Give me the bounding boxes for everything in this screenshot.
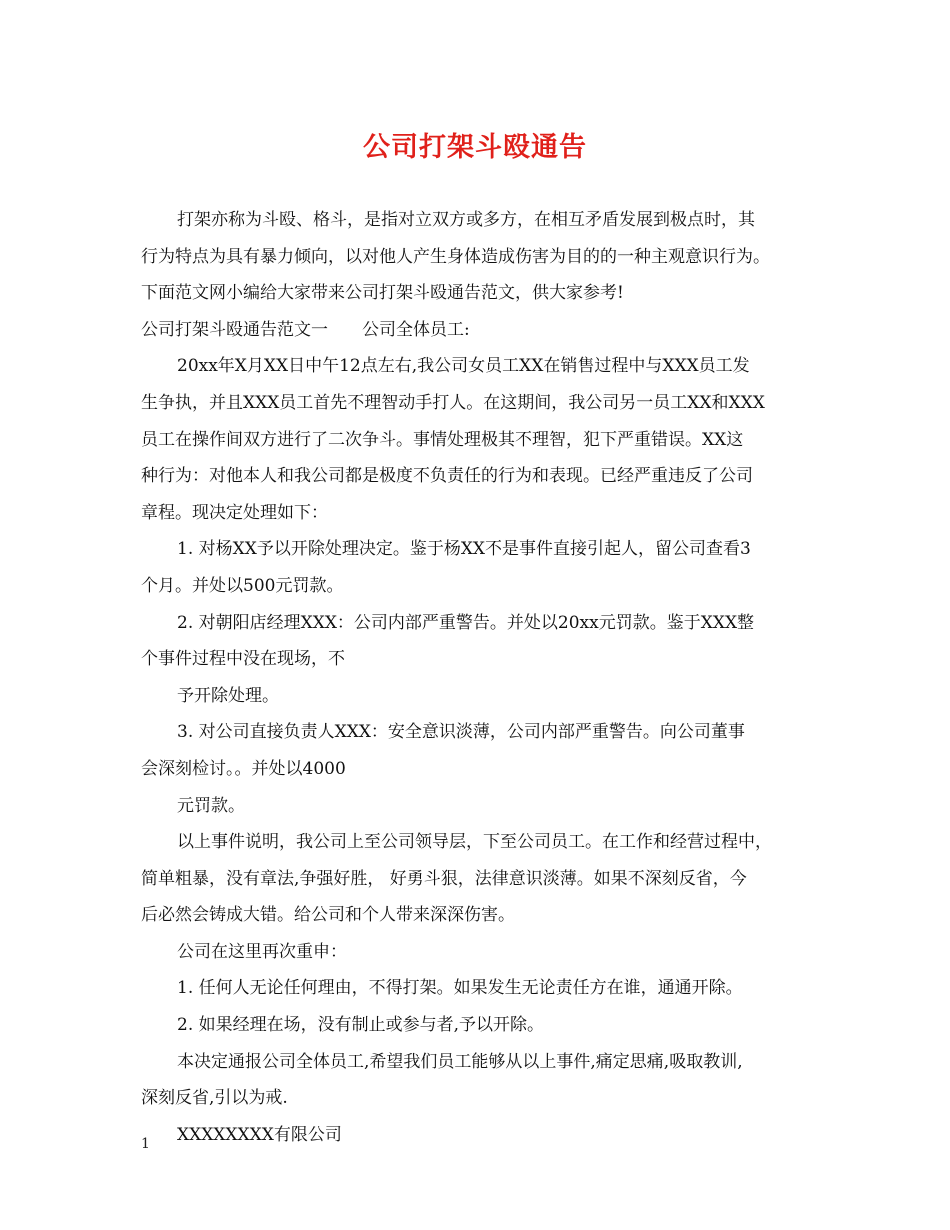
- text-line: 个事件过程中没在现场，不: [141, 649, 345, 670]
- text-line: 以上事件说明，我公司上至公司领导层，下至公司员工。在工作和经营过程中，: [177, 832, 772, 853]
- list-item-1: 1. 对杨XX予以开除处理决定。鉴于杨XX不是事件直接引起人，留公司查看3: [177, 539, 751, 560]
- text-line: 个月。并处以500元罚款。: [141, 575, 344, 596]
- list-item-2: 2. 对朝阳店经理XXX：公司内部严重警告。并处以20xx元罚款。鉴于XXX整: [177, 612, 755, 633]
- text-line: 行为特点为具有暴力倾向，以对他人产生身体造成伤害为目的的一种主观意识行为。: [141, 246, 770, 267]
- rule-item-2: 2. 如果经理在场，没有制止或参与者,予以开除。: [177, 1015, 545, 1036]
- document-body: [141, 202, 831, 1153]
- text-line: 深刻反省,引以为戒.: [141, 1088, 288, 1109]
- text-line: 予开除处理。: [177, 685, 279, 706]
- page-number: 1: [141, 1136, 150, 1152]
- text-line: 下面范文网小编给大家带来公司打架斗殴通告范文，供大家参考!: [141, 283, 624, 304]
- document-title: 公司打架斗殴通告: [363, 132, 587, 163]
- text-line: 种行为：对他本人和我公司都是极度不负责任的行为和表现。已经严重违反了公司: [141, 466, 753, 487]
- text-line: 章程。现决定处理如下：: [141, 502, 328, 523]
- text-line: 打架亦称为斗殴、格斗，是指对立双方或多方，在相互矛盾发展到极点时，其: [177, 210, 755, 230]
- text-line: 简单粗暴，没有章法,争强好胜， 好勇斗狠，法律意识淡薄。如果不深刻反省，今: [141, 868, 747, 889]
- text-line: 公司打架斗殴通告范文一 公司全体员工:: [141, 319, 470, 340]
- text-line: 会深刻检讨。。并处以4000: [141, 758, 346, 779]
- text-line: 员工在操作间双方进行了二次争斗。事情处理极其不理智，犯下严重错误。XX这: [141, 429, 744, 450]
- list-item-3: 3. 对公司直接负责人XXX：安全意识淡薄，公司内部严重警告。向公司董事: [177, 722, 745, 743]
- text-line: 生争执，并且XXX员工首先不理智动手打人。在这期间，我公司另一员工XX和XXX: [141, 392, 765, 413]
- text-line: 公司在这里再次重申：: [177, 941, 347, 962]
- rule-item-1: 1. 任何人无论任何理由，不得打架。如果发生无论责任方在谁，通通开除。: [177, 978, 743, 999]
- text-line: 本决定通报公司全体员工,希望我们员工能够从以上事件,痛定思痛,吸取教训,: [177, 1051, 743, 1072]
- text-line: 20xx年X月XX日中午12点左右,我公司女员工XX在销售过程中与XXX员工发: [177, 356, 750, 377]
- company-signature: XXXXXXXX有限公司: [177, 1124, 342, 1145]
- text-line: 后必然会铸成大错。给公司和个人带来深深伤害。: [141, 905, 515, 926]
- text-line: 元罚款。: [177, 795, 245, 816]
